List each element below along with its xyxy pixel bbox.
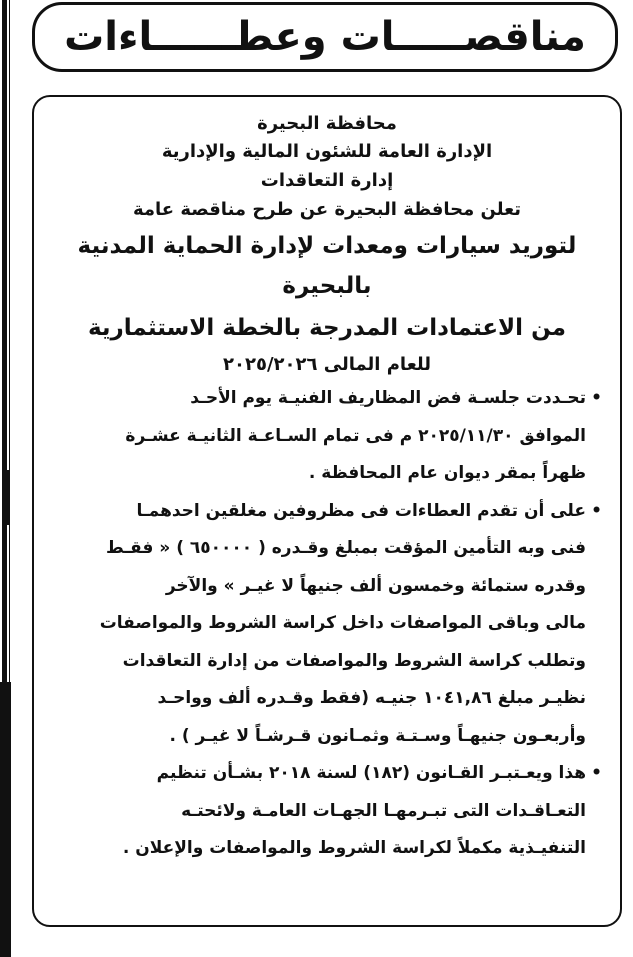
condition-item-law bbox=[54, 755, 600, 868]
condition-line: التنفيـذية مكملاً لكراسة الشروط والمواصفات والإعلان . bbox=[122, 838, 586, 858]
condition-line: التعـاقـدات التى تبـرمهـا الجهـات العامـة ولائحتـه bbox=[181, 800, 586, 821]
condition-line: فنى وبه التأمين المؤقت بمبلغ وقـدره ( ٦٥٠٠٠٠ ) « فقـط bbox=[106, 538, 586, 558]
issuer-name: محافظة البحيرة bbox=[257, 113, 397, 134]
office-name: إدارة التعاقدات bbox=[260, 170, 394, 191]
condition-line: وأربعـون جنيهـاً وسـتـة وثمـانون قـرشـاً لا غيـر ) . bbox=[169, 725, 586, 746]
condition-line: على أن تقدم العطاءات فى مظروفين مغلقين احدهمـا bbox=[136, 500, 586, 521]
condition-item-session bbox=[54, 380, 600, 493]
left-edge-mark bbox=[2, 470, 10, 525]
tender-notice bbox=[32, 95, 622, 927]
subject-line-2: من الاعتمادات المدرجة بالخطة الاستثمارية bbox=[87, 315, 567, 341]
fiscal-year: للعام المالى ٢٠٢٥/٢٠٢٦ bbox=[223, 354, 431, 375]
section-header bbox=[32, 2, 618, 72]
condition-line: مالى وباقى المواصفات داخل كراسة الشروط والمواصفات bbox=[99, 613, 586, 633]
condition-item-bids bbox=[54, 493, 600, 756]
section-title: مناقصـــــات وعطــــــاءات bbox=[64, 14, 586, 60]
left-edge-black-bar bbox=[0, 682, 11, 957]
subject-line-1: لتوريد سيارات ومعدات لإدارة الحماية المدنية بالبحيرة bbox=[77, 233, 577, 299]
conditions-list bbox=[54, 380, 600, 868]
condition-line: هذا ويعـتبـر القـانون (١٨٢) لسنة ٢٠١٨ بشـأن تنظيم bbox=[156, 763, 586, 783]
bullet-marker: • bbox=[591, 763, 602, 783]
condition-line: الموافق ٢٠٢٥/١١/٣٠ م فى تمام السـاعـة الثانيـة عشـرة bbox=[125, 425, 586, 446]
announcement-text: تعلن محافظة البحيرة عن طرح مناقصة عامة bbox=[132, 199, 522, 220]
condition-line: تحـددت جلسـة فض المظاريف الفنيـة يوم الأحـد bbox=[190, 388, 586, 408]
condition-line: نظيـر مبلغ ١٠٤١,٨٦ جنيـه (فقط وقـدره ألف وواحـد bbox=[157, 688, 586, 708]
department-name: الإدارة العامة للشئون المالية والإدارية bbox=[161, 141, 493, 162]
condition-line: ظهراً بمقر ديوان عام المحافظة . bbox=[308, 463, 586, 483]
bullet-marker: • bbox=[591, 500, 602, 521]
condition-line: وتطلب كراسة الشروط والمواصفات من إدارة التعاقدات bbox=[122, 650, 586, 671]
bullet-marker: • bbox=[591, 388, 602, 408]
condition-line: وقدره ستمائة وخمسون ألف جنيهاً لا غيـر » والآخر bbox=[165, 575, 586, 596]
